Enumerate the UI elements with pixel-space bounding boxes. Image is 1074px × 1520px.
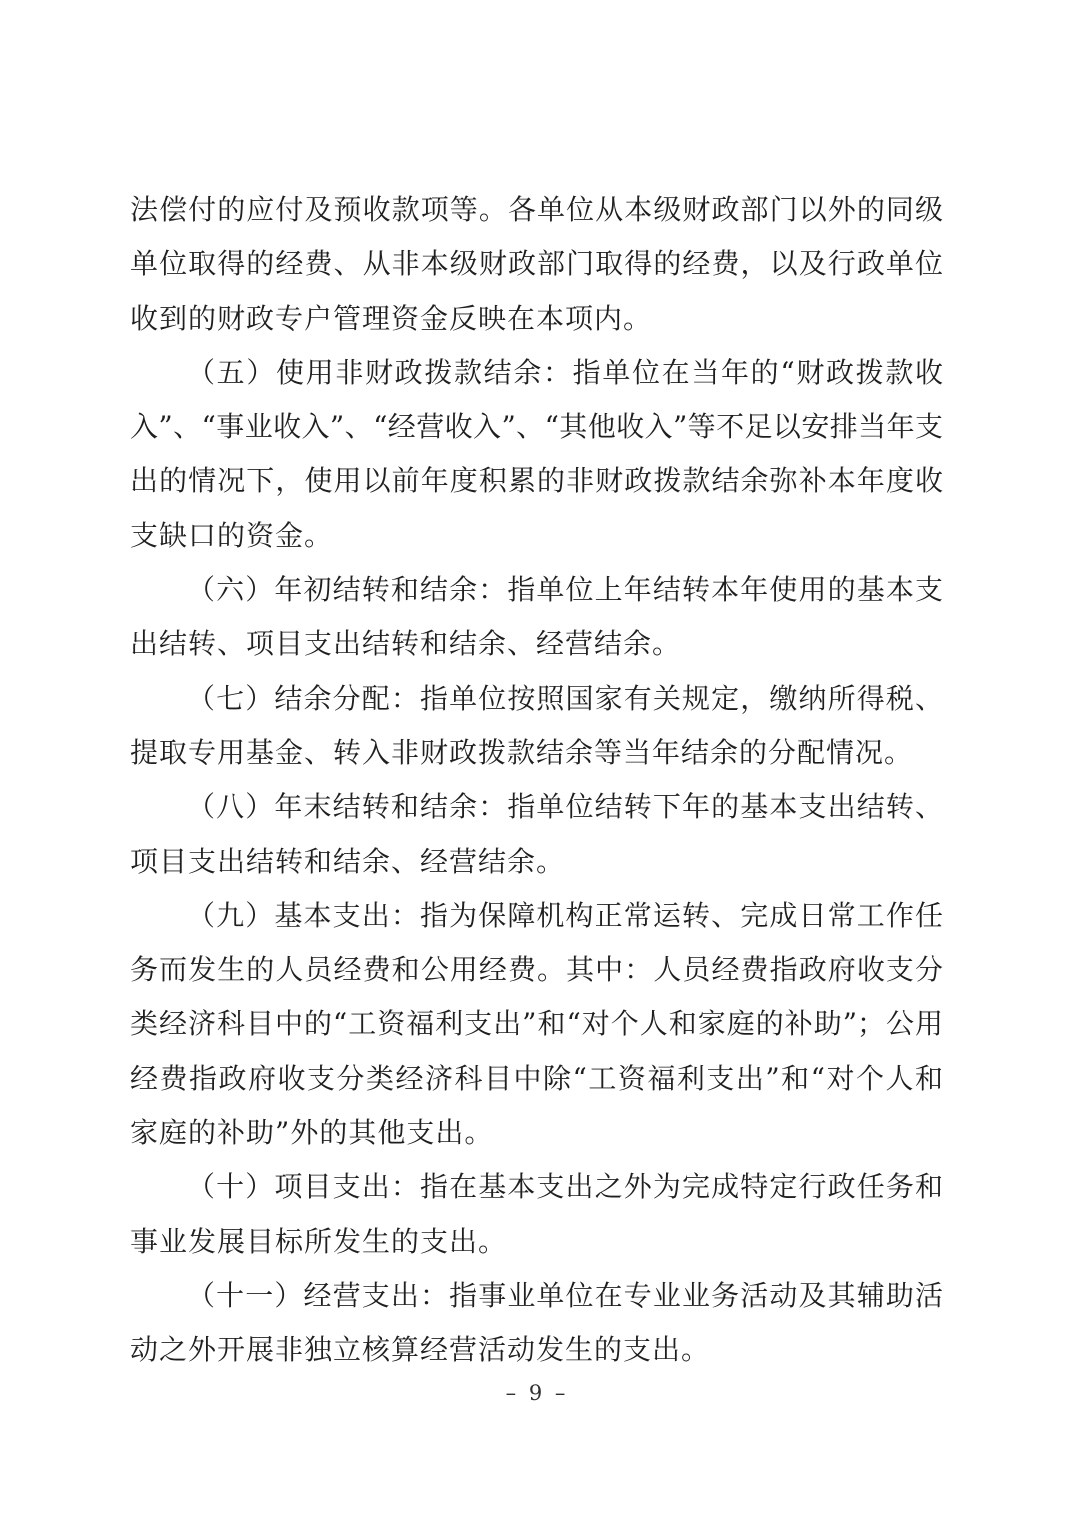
page-content bbox=[130, 183, 943, 1378]
text-line: 家庭的补助”外的其他支出。 bbox=[130, 1116, 494, 1150]
text-line: 出的情况下，使用以前年度积累的非财政拨款结余弥补本年度收 bbox=[130, 464, 943, 498]
text-line: 动之外开展非独立核算经营活动发生的支出。 bbox=[130, 1333, 711, 1367]
text-line: 支缺口的资金。 bbox=[130, 518, 334, 552]
page-number: – 9 – bbox=[505, 1381, 569, 1405]
paragraph-item-6 bbox=[130, 563, 943, 672]
text-line: 法偿付的应付及预收款项等。各单位从本级财政部门以外的同级 bbox=[130, 193, 943, 226]
text-line: 务而发生的人员经费和公用经费。其中：人员经费指政府收支分 bbox=[130, 953, 943, 987]
paragraph-item-10 bbox=[130, 1160, 943, 1269]
text-line: （七）结余分配：指单位按照国家有关规定，缴纳所得税、 bbox=[187, 681, 943, 715]
paragraph-item-11 bbox=[130, 1269, 943, 1378]
paragraph-item-8 bbox=[130, 780, 943, 889]
text-line: 事业发展目标所发生的支出。 bbox=[130, 1224, 508, 1258]
text-line: 单位取得的经费、从非本级财政部门取得的经费，以及行政单位 bbox=[130, 247, 943, 281]
text-line: （十）项目支出：指在基本支出之外为完成特定行政任务和 bbox=[187, 1170, 943, 1204]
paragraph-item-9 bbox=[130, 889, 943, 1160]
text-line: 提取专用基金、转入非财政拨款结余等当年结余的分配情况。 bbox=[130, 735, 914, 769]
paragraph-continuation bbox=[130, 183, 943, 346]
paragraph-item-5 bbox=[130, 346, 943, 563]
text-line: （九）基本支出：指为保障机构正常运转、完成日常工作任 bbox=[187, 898, 943, 932]
text-line: 出结转、项目支出结转和结余、经营结余。 bbox=[130, 627, 682, 661]
text-line: （五）使用非财政拨款结余：指单位在当年的“财政拨款收 bbox=[187, 355, 943, 389]
paragraph-item-7 bbox=[130, 672, 943, 781]
text-line: 入”、“事业收入”、“经营收入”、“其他收入”等不足以安排当年支 bbox=[130, 410, 943, 444]
text-line: （十一）经营支出：指事业单位在专业业务活动及其辅助活 bbox=[187, 1278, 943, 1312]
text-line: （八）年末结转和结余：指单位结转下年的基本支出结转、 bbox=[187, 790, 943, 824]
text-line: 项目支出结转和结余、经营结余。 bbox=[130, 844, 566, 878]
text-line: 收到的财政专户管理资金反映在本项内。 bbox=[130, 301, 653, 335]
text-line: （六）年初结转和结余：指单位上年结转本年使用的基本支 bbox=[187, 573, 943, 607]
text-line: 类经济科目中的“工资福利支出”和“对个人和家庭的补助”；公用 bbox=[130, 1007, 943, 1041]
text-line: 经费指政府收支分类经济科目中除“工资福利支出”和“对个人和 bbox=[130, 1061, 943, 1095]
